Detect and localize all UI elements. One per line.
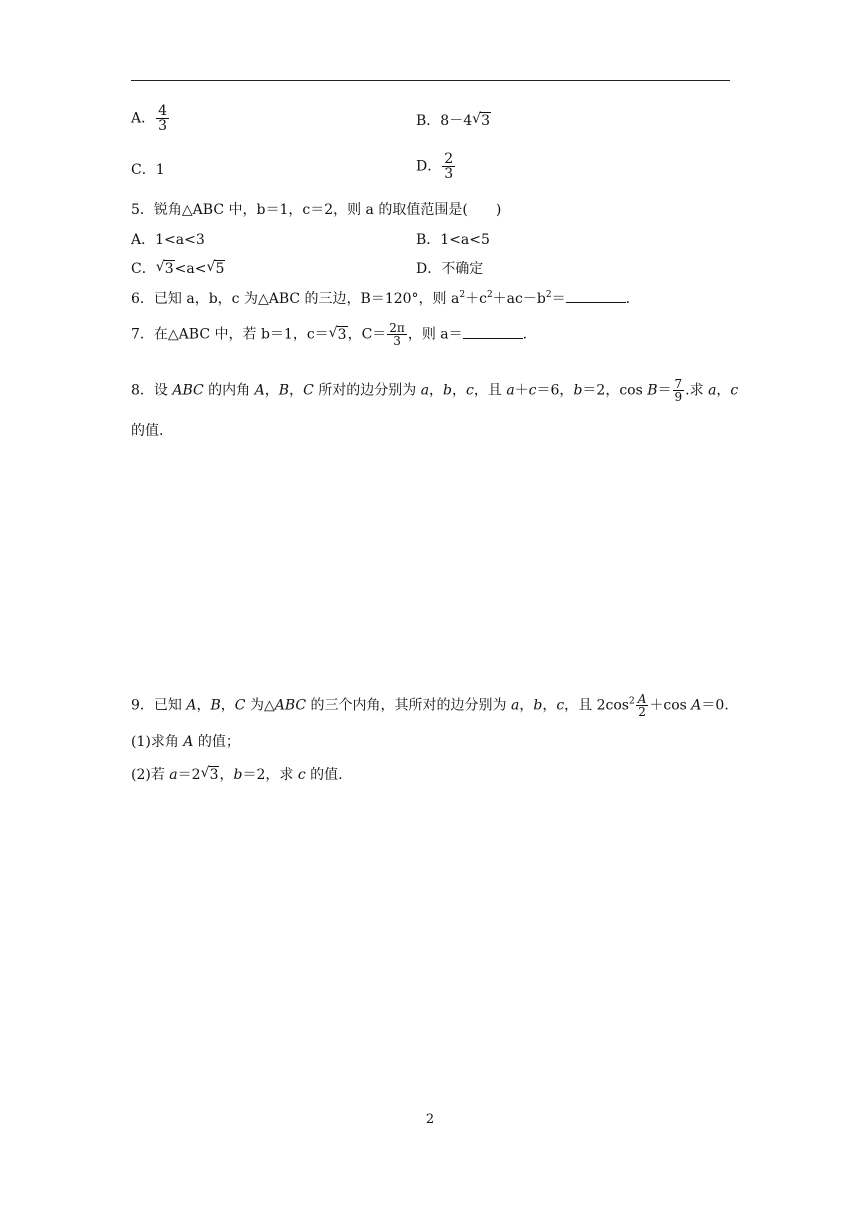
q9-text: 的三个内角，其所对的边分别为 xyxy=(306,697,511,714)
radicand: 3 xyxy=(337,326,347,343)
q8-var: c xyxy=(466,382,474,399)
q5-option-c-mid: <a< xyxy=(174,261,207,277)
q9-part1 xyxy=(131,733,240,751)
radicand: 5 xyxy=(215,261,225,277)
q8-var: b xyxy=(573,382,583,399)
fraction-denominator: 3 xyxy=(158,118,168,134)
q9-part2-text: (2)若 xyxy=(131,767,170,783)
q4-option-d-label: D． xyxy=(416,158,442,175)
q8-var: A xyxy=(254,382,265,399)
radicand: 3 xyxy=(209,767,219,783)
q4-option-c xyxy=(131,161,165,179)
q9-part2-text: ， xyxy=(219,767,234,783)
fraction-denominator: 3 xyxy=(444,166,454,182)
superscript: 2 xyxy=(459,290,466,300)
q4-option-c-label: C． xyxy=(131,162,156,178)
q9-var: ABC xyxy=(274,697,307,714)
fraction-numerator: 2 xyxy=(444,151,454,167)
q8-text: .求 xyxy=(685,382,709,399)
superscript: 2 xyxy=(486,290,493,300)
q6-text-mid1: ＋c xyxy=(465,291,487,307)
q5-option-d: D．不确定 xyxy=(416,261,484,277)
q4-option-d-fraction xyxy=(442,152,455,181)
q6-text-mid2: ＋ac－b xyxy=(492,291,546,307)
fraction-denominator: 3 xyxy=(393,334,401,348)
q8-text: 所对的边分别为 xyxy=(313,382,421,399)
q9-text: ， xyxy=(220,697,235,714)
q8-text: ＝2，cos xyxy=(582,382,648,399)
q4-option-b xyxy=(416,112,491,130)
header-rule xyxy=(131,80,730,81)
q9-stem xyxy=(131,693,729,718)
q7-text-mid: ，C＝ xyxy=(347,326,387,343)
q7-text-pre: 7．在△ABC 中，若 b＝1，c＝ xyxy=(131,326,329,343)
q8-var: a xyxy=(708,382,717,399)
q9-var: b xyxy=(233,767,243,783)
q8-var: a xyxy=(506,382,515,399)
q9-text: ， xyxy=(519,697,534,714)
q8-text: ， xyxy=(452,382,467,399)
q9-part2-text: 的值. xyxy=(305,767,343,783)
q9-text: ＝0. xyxy=(701,697,729,714)
q9-text: ，且 2cos xyxy=(564,697,629,714)
q8-stem-line2: 的值. xyxy=(131,423,164,439)
q9-var: C xyxy=(234,697,246,714)
q4-option-c-value: 1 xyxy=(155,162,165,178)
q6-text-pre: 6．已知 a，b，c 为△ABC 的三边，B＝120°，则 a xyxy=(131,291,460,307)
q9-text: 9．已知 xyxy=(131,697,187,714)
sqrt-symbol xyxy=(472,112,491,130)
q9-text: 为△ xyxy=(245,697,275,714)
q5-option-c xyxy=(131,260,225,278)
answer-blank xyxy=(566,290,626,303)
fraction-numerator: A xyxy=(637,692,647,706)
q4-option-b-label: B． xyxy=(416,113,441,129)
q9-part2 xyxy=(131,766,343,784)
sqrt-symbol xyxy=(206,260,225,278)
q8-var: B xyxy=(647,382,658,399)
q9-var: A xyxy=(186,697,197,714)
q8-var: ABC xyxy=(172,382,204,399)
q9-var: A xyxy=(183,734,194,750)
superscript: 2 xyxy=(545,290,552,300)
fraction-denominator: 2 xyxy=(638,705,646,719)
q9-part1-text: (1)求角 xyxy=(131,734,184,750)
q5-option-a: A．1<a<3 xyxy=(131,232,205,248)
q5-option-c-label: C． xyxy=(131,261,156,277)
q4-option-a-label: A． xyxy=(131,110,156,127)
q6-stem: 6．已知 a，b，c 为△ABC 的三边，B＝120°，则 $a^2+c^2+ac-b^2=$ . xyxy=(131,290,631,307)
q9-part1-text: 的值； xyxy=(193,734,240,750)
q8-text: ＝ xyxy=(657,382,672,399)
q5-option-b: B．1<a<5 xyxy=(416,232,490,248)
sqrt-symbol xyxy=(329,326,348,344)
q8-text: ＝6， xyxy=(536,382,574,399)
q8-fraction xyxy=(673,378,685,403)
q8-text: ， xyxy=(429,382,444,399)
q8-var: B xyxy=(278,382,290,399)
fraction-numerator: 7 xyxy=(674,377,683,391)
q9-var: a xyxy=(511,697,520,714)
fraction-numerator: 4 xyxy=(158,103,168,119)
q9-part2-text: ＝2，求 xyxy=(242,767,298,783)
fraction-numerator: 2π xyxy=(389,321,405,335)
q4-option-a xyxy=(131,104,170,133)
q9-var: A xyxy=(691,697,702,714)
page-number: 2 xyxy=(425,1112,435,1127)
q7-text-post: ，则 a＝ xyxy=(407,326,463,343)
q8-text: ， xyxy=(289,382,304,399)
q9-var: b xyxy=(533,697,543,714)
q8-var: c xyxy=(528,382,537,399)
q6-text-post: ＝ xyxy=(551,291,566,307)
radicand: 3 xyxy=(481,113,491,129)
fraction-denominator: 9 xyxy=(674,390,683,404)
q8-var: b xyxy=(443,382,453,399)
q4-option-b-text: 8－4 xyxy=(440,113,473,129)
answer-blank xyxy=(463,326,523,339)
q8-text: 的内角 xyxy=(203,382,255,399)
q8-text: ＋ xyxy=(514,382,529,399)
q9-part2-text: ＝2 xyxy=(177,767,201,783)
q8-text: 8．设 xyxy=(131,382,173,399)
q8-var: C xyxy=(303,382,314,399)
q8-var: a xyxy=(420,382,430,399)
q9-fraction xyxy=(636,693,649,718)
q7-fraction xyxy=(387,322,407,347)
q5-stem: 5．锐角△ABC 中，b＝1，c＝2，则 a 的取值范围是( ) xyxy=(131,202,502,218)
q9-var: a xyxy=(169,767,178,783)
q8-stem xyxy=(131,378,738,403)
q8-text: ， xyxy=(264,382,279,399)
q9-var: c xyxy=(297,767,306,783)
q4-option-d xyxy=(416,152,456,181)
q9-var: c xyxy=(556,697,565,714)
sqrt-symbol xyxy=(201,766,220,784)
q4-option-a-fraction xyxy=(156,104,169,133)
q8-text: ，且 xyxy=(473,382,507,399)
q7-stem: 7．在△ABC 中，若 b＝1，c＝√ 3，C＝ $\frac{2\pi}{3}$ ，则 a＝ . xyxy=(131,322,527,347)
q9-text: ， xyxy=(542,697,557,714)
q9-text: ， xyxy=(196,697,211,714)
superscript: 2 xyxy=(628,696,635,707)
radicand: 3 xyxy=(164,261,174,277)
q9-var: B xyxy=(210,697,221,714)
q9-text: ＋cos xyxy=(649,697,692,714)
q8-text: ， xyxy=(716,382,731,399)
sqrt-symbol xyxy=(156,260,175,278)
q8-var: c xyxy=(730,382,739,399)
